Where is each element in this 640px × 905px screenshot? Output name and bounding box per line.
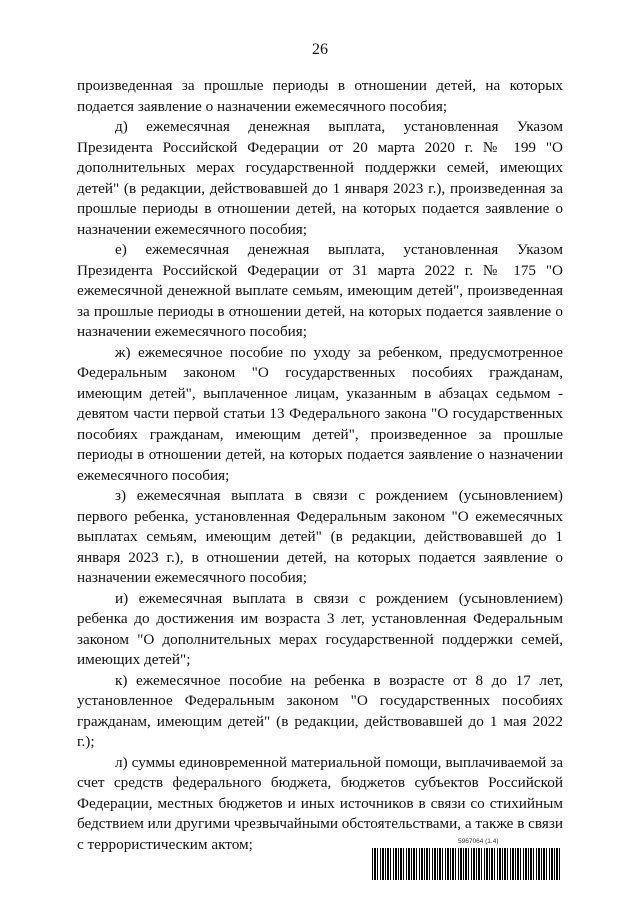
paragraph-item-zh: ж) ежемесячное пособие по уходу за ребенком, предусмотренное Федеральным законом "О государственных пособиях гражданам, имеющим детей", выплаченное лицам, указанным в абзацах седьмом - девятом части первой статьи 13 Федерального закона "О государственных пособиях гражданам, имеющим детей", произведенное за прошлые периоды в отношении детей, на которых подается заявление о назначении ежемесячного пособия; (77, 343, 563, 484)
paragraph-continuation: произведенная за прошлые периоды в отношении детей, на которых подается заявление о назначении ежемесячного пособия; (77, 77, 563, 115)
paragraph-item-i: и) ежемесячная выплата в связи с рождением (усыновлением) ребенка до достижения им возраста 3 лет, установленная Федеральным законом "О дополнительных мерах государственной поддержки семей, имеющих детей"; (77, 589, 563, 668)
paragraph-item-e: е) ежемесячная денежная выплата, установленная Указом Президента Российской Федерации от 31 марта 2022 г. № 175 "О ежемесячной денежной выплате семьям, имеющим детей", произведенная за прошлые периоды в отношении детей, на которых подается заявление о назначении ежемесячного пособия; (77, 241, 563, 340)
document-code: 5967064 (1.4) (458, 838, 499, 845)
barcode-image (372, 848, 562, 880)
paragraph-item-d: д) ежемесячная денежная выплата, установленная Указом Президента Российской Федерации от 20 марта 2020 г. № 199 "О дополнительных мерах государственной поддержки семей, имеющих детей" (в редакции, действовавшей до 1 января 2023 г.), произведенная за прошлые периоды в отношении детей, на которых подается заявление о назначении ежемесячного пособия; (77, 118, 563, 238)
paragraph-item-z: з) ежемесячная выплата в связи с рождением (усыновлением) первого ребенка, установленная Федеральным законом "О ежемесячных выплатах семьям, имеющим детей" (в редакции, действовавшей до 1 января 2023 г.), в отношении детей, на которых подается заявление о назначении ежемесячного пособия; (77, 487, 563, 586)
page-number: 26 (312, 41, 328, 58)
paragraph-item-l: л) суммы единовременной материальной помощи, выплачиваемой за счет средств федерального бюджета, бюджетов субъектов Российской Федерации, местных бюджетов и иных источников в связи со стихийным бедствием или другими чрезвычайными обстоятельствами, а также в связи с террористическим актом; (77, 753, 563, 853)
paragraph-item-k: к) ежемесячное пособие на ребенка в возрасте от 8 до 17 лет, установленное Федеральным законом "О государственных пособиях гражданам, имеющим детей" (в редакции, действовавшей до 1 мая 2022 г.); (77, 671, 563, 750)
document-body (77, 76, 563, 855)
